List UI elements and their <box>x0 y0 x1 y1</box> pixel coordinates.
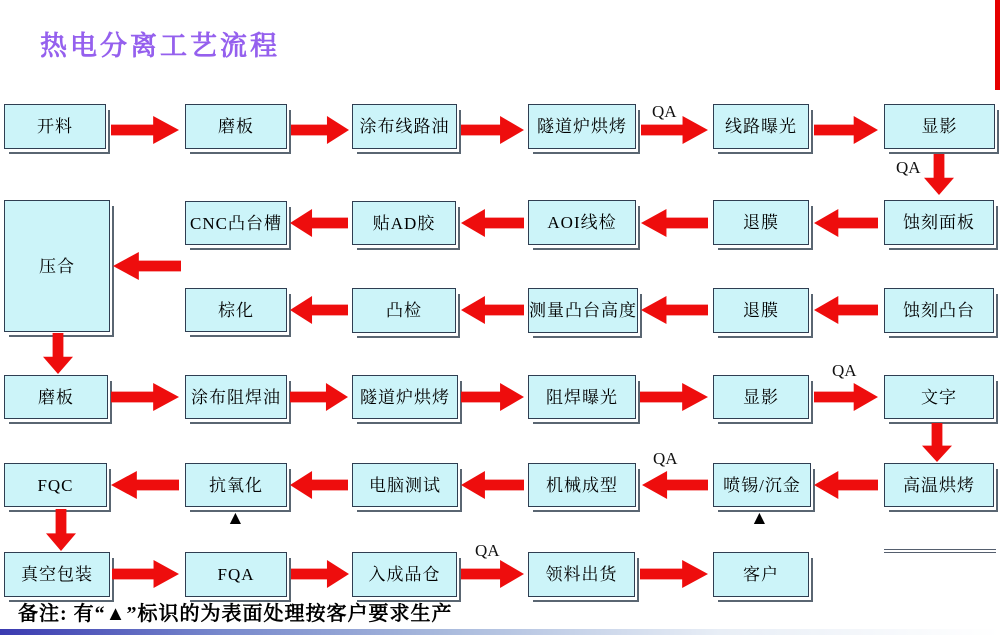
flow-box-mo-ban-2 <box>4 375 108 419</box>
flow-box-label: 蚀刻凸台 <box>903 301 975 320</box>
flow-arrow-left <box>290 471 348 499</box>
flow-arrow-down <box>922 423 952 462</box>
flow-box-label: 开料 <box>37 117 73 136</box>
flow-arrow-left <box>641 209 708 237</box>
flow-box-label: 抗氧化 <box>209 475 263 495</box>
flow-box-label: 显影 <box>921 117 958 136</box>
flow-box-label: 喷锡/沉金 <box>723 475 801 495</box>
flow-box-ling-liao-chu-huo <box>528 552 635 597</box>
qa-label: QA <box>475 541 500 560</box>
flow-box-label: 磨板 <box>218 117 254 136</box>
flow-box-ru-cheng-pin-cang <box>352 552 457 597</box>
flow-box-xian-ying-1 <box>884 104 995 149</box>
flow-arrow-left <box>814 471 878 499</box>
flow-box-label: 隧道炉烘烤 <box>360 387 450 407</box>
flow-box-label: 高温烘烤 <box>903 475 975 495</box>
separator-double-line <box>884 549 996 553</box>
flow-box-label: 凸检 <box>386 301 422 320</box>
flow-arrow-down <box>924 154 954 195</box>
flow-box-label: 领料出货 <box>545 565 618 584</box>
flow-box-label: 客户 <box>743 565 779 584</box>
flow-box-ce-liang-tu-tai <box>528 288 638 333</box>
flow-box-label: 隧道炉烘烤 <box>537 117 627 136</box>
flow-box-tu-jian <box>352 288 456 333</box>
flow-box-label: AOI线检 <box>547 213 617 232</box>
flow-box-tu-bu-xian-lu-you <box>352 104 457 149</box>
flow-box-label: 显影 <box>743 387 779 407</box>
page-title: 热电分离工艺流程 <box>40 31 280 61</box>
flow-arrow-left <box>290 296 348 324</box>
flow-box-label: 电脑测试 <box>369 475 441 495</box>
flow-box-zong-hua <box>185 288 287 332</box>
flow-box-fqc <box>4 463 107 507</box>
flow-arrow-right <box>111 116 179 144</box>
flow-arrow-down <box>46 509 76 551</box>
flow-arrow-left <box>461 471 524 499</box>
flow-arrow-left <box>461 296 524 324</box>
flow-box-shi-ke-tu-tai <box>884 288 994 333</box>
flow-arrow-right <box>291 560 349 588</box>
flow-arrow-right <box>814 116 878 144</box>
flow-box-label: 真空包装 <box>21 565 93 584</box>
flow-box-wen-zi <box>884 375 994 419</box>
flow-box-label: 线路曝光 <box>725 117 797 136</box>
flow-box-shi-ke-mian-ban <box>884 200 994 245</box>
flow-box-sui-dao-lu-1 <box>528 104 636 149</box>
flow-arrow-left <box>814 209 878 237</box>
flow-box-tui-mo-1 <box>713 200 809 245</box>
flow-box-zu-han-pu-guang <box>528 375 636 419</box>
flow-arrow-right <box>112 560 179 588</box>
flow-arrow-left <box>642 471 708 499</box>
flow-box-label: CNC凸台槽 <box>190 213 282 233</box>
flow-box-sui-dao-lu-2 <box>352 375 458 419</box>
qa-label: QA <box>896 158 921 177</box>
flow-box-cnc-tu-tai-cao <box>185 201 287 245</box>
flow-arrow-left <box>111 471 179 499</box>
flow-arrow-right <box>640 383 708 411</box>
flow-arrow-right <box>461 560 524 588</box>
flow-box-ke-hu <box>713 552 809 597</box>
flow-box-xian-ying-2 <box>713 375 809 419</box>
flow-box-tui-mo-2 <box>713 288 809 333</box>
flow-box-gao-wen-hong-kao <box>884 463 994 507</box>
bottom-gradient-bar <box>0 629 1000 635</box>
flow-arrow-left <box>641 296 708 324</box>
surface-treatment-marker: ▲ <box>750 508 769 529</box>
flow-box-label: FQA <box>217 565 255 584</box>
flow-arrow-right <box>290 383 348 411</box>
flow-box-label: 棕化 <box>218 300 254 320</box>
qa-label: QA <box>832 361 857 380</box>
flow-arrow-right <box>640 560 708 588</box>
flow-box-label: 文字 <box>921 387 957 407</box>
flow-box-mo-ban-1 <box>185 104 287 149</box>
flow-box-ji-xie-cheng-xing <box>528 463 636 507</box>
surface-treatment-marker: ▲ <box>226 508 245 529</box>
flow-arrow-left <box>814 296 878 324</box>
flow-box-label: 阻焊曝光 <box>546 387 618 407</box>
flow-box-label: 退膜 <box>743 213 779 232</box>
flow-box-label: 磨板 <box>38 387 74 407</box>
flow-arrow-down <box>43 333 73 374</box>
flow-box-label: 入成品仓 <box>368 565 441 584</box>
flow-box-dian-nao-ce-shi <box>352 463 458 507</box>
flow-box-tu-bu-zu-han-you <box>185 375 287 419</box>
flow-arrow-right <box>461 116 524 144</box>
flow-arrow-left <box>461 209 524 237</box>
qa-label: QA <box>653 449 678 468</box>
flow-box-label: 涂布线路油 <box>359 117 450 136</box>
flow-box-xian-lu-pu-guang <box>713 104 809 149</box>
flow-box-label: 机械成型 <box>546 475 618 495</box>
flow-box-fqa <box>185 552 287 597</box>
top-right-red-bar <box>995 0 1000 90</box>
flow-box-aoi-xian-jian <box>528 200 636 245</box>
flow-arrow-right <box>111 383 179 411</box>
flow-box-label: 涂布阻焊油 <box>191 387 281 407</box>
flow-box-zhen-kong-bao-zhuang <box>4 552 110 597</box>
flow-arrow-right <box>814 383 878 411</box>
flow-arrow-left <box>290 209 348 237</box>
flow-arrow-left <box>113 252 181 280</box>
flow-box-kai-liao <box>4 104 106 149</box>
flow-box-tie-ad-jiao <box>352 201 456 245</box>
flow-box-kang-yang-hua <box>185 463 287 507</box>
footnote: 备注: 有“▲”标识的为表面处理按客户要求生产 <box>18 603 453 625</box>
flow-arrow-right <box>461 383 524 411</box>
flow-box-label: 压合 <box>39 256 75 276</box>
flow-box-label: 蚀刻面板 <box>903 213 975 232</box>
flow-box-label: 退膜 <box>743 301 779 320</box>
flow-box-label: 贴AD胶 <box>372 213 436 233</box>
qa-label: QA <box>652 102 677 121</box>
flow-box-label: 测量凸台高度 <box>529 301 637 320</box>
flow-box-label: FQC <box>37 475 74 495</box>
flow-arrow-right <box>291 116 349 144</box>
flow-box-ya-he <box>4 200 110 332</box>
flow-box-pen-xi-chen-jin <box>713 463 811 507</box>
